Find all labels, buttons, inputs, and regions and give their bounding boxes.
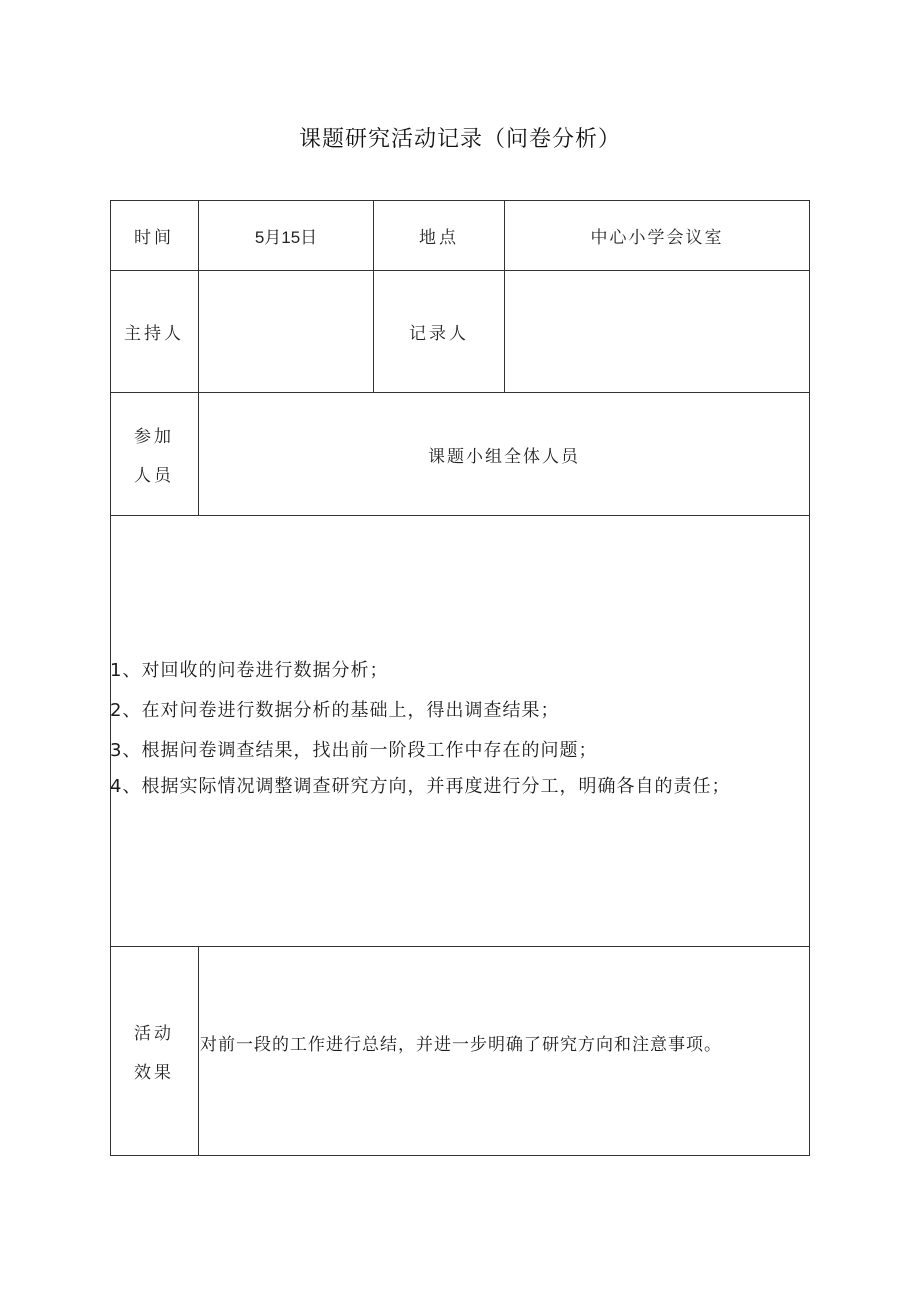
table-row-divider <box>110 946 810 947</box>
recorder-label: 记录人 <box>409 324 469 344</box>
record-table <box>110 200 810 1156</box>
content-item: 3、根据问卷调查结果，找出前一阶段工作中存在的问题； <box>110 740 598 761</box>
recorder-value <box>505 271 809 392</box>
participants-label <box>110 393 198 515</box>
table-col-divider <box>198 946 199 1156</box>
document-title: 课题研究活动记录（问卷分析） <box>298 127 621 152</box>
place-value: 中心小学会议室 <box>590 227 724 248</box>
effect-value: 对前一段的工作进行总结，并进一步明确了研究方向和注意事项。 <box>200 1035 722 1055</box>
content-item: 1、对回收的问卷进行数据分析； <box>110 660 389 681</box>
content-item: 2、在对问卷进行数据分析的基础上，得出调查结果； <box>110 700 560 721</box>
participants-value: 课题小组全体人员 <box>428 446 580 467</box>
content-item: 4、根据实际情况调整调查研究方向，并再度进行分工，明确各自的责任； <box>110 776 731 797</box>
time-label: 时间 <box>134 227 174 248</box>
participants-label-line-2: 人员 <box>134 466 174 486</box>
place-label: 地点 <box>419 227 459 248</box>
host-label: 主持人 <box>124 324 184 344</box>
host-value <box>199 271 373 392</box>
effect-label <box>110 947 198 1155</box>
table-border-bottom <box>110 1155 810 1156</box>
time-value: 5月15日 <box>254 227 318 247</box>
activity-content <box>110 516 810 946</box>
participants-label-line-1: 参加 <box>134 427 174 447</box>
effect-label-line-1: 活动 <box>134 1024 174 1044</box>
effect-label-line-2: 效果 <box>134 1063 174 1083</box>
